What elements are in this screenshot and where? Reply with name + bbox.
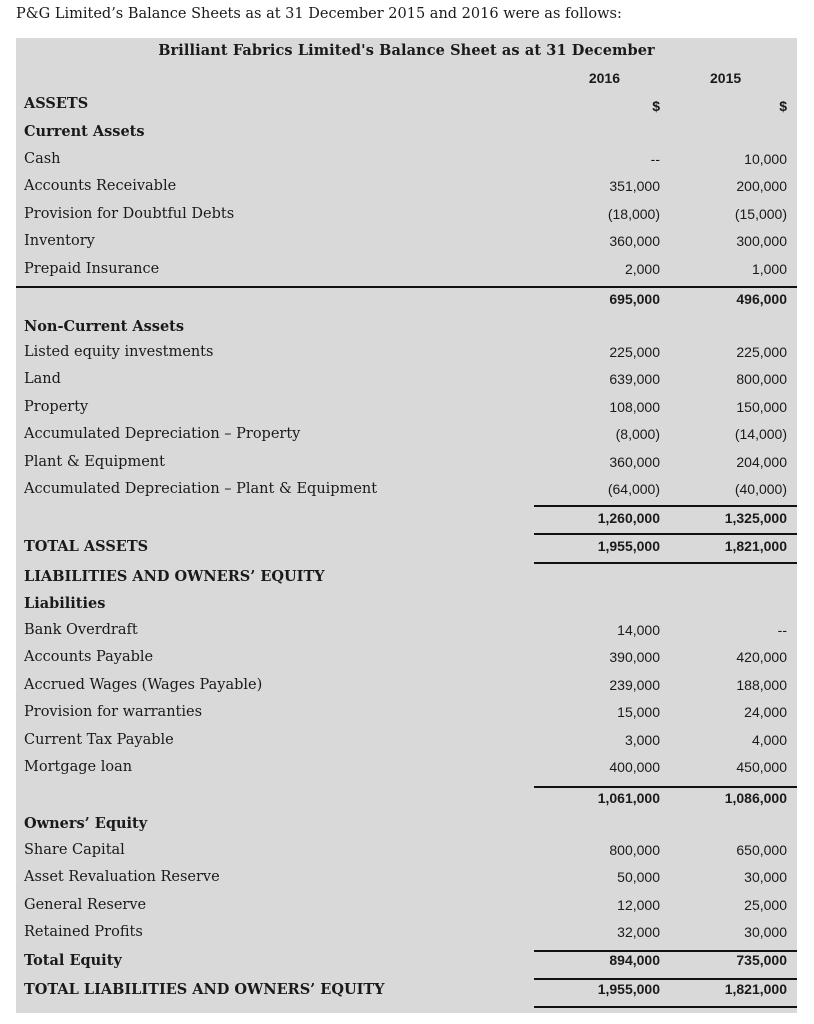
row-label: Land — [24, 371, 61, 387]
year-header-2016: 2016 — [588, 70, 620, 86]
row-label: Retained Profits — [24, 924, 143, 940]
row-label: Listed equity investments — [24, 344, 214, 360]
value-2016: 390,000 — [609, 649, 660, 665]
value-2016: 800,000 — [609, 842, 660, 858]
intro-text: P&G Limited’s Balance Sheets as at 31 December 2015 and 2016 were as follows: — [16, 6, 622, 22]
current-assets-rule — [16, 286, 797, 288]
sheet-title: Brilliant Fabrics Limited's Balance Sheet as at 31 December — [158, 42, 655, 59]
value-2015: 450,000 — [736, 759, 787, 775]
value-2015: 10,000 — [744, 151, 787, 167]
value-2015: 650,000 — [736, 842, 787, 858]
value-2015: 188,000 — [736, 677, 787, 693]
section-heading: TOTAL ASSETS — [24, 538, 149, 555]
row-label: Share Capital — [24, 842, 125, 858]
section-heading: ASSETS — [24, 95, 89, 112]
value-2016: 225,000 — [609, 344, 660, 360]
value-2015: 800,000 — [736, 371, 787, 387]
row-label: General Reserve — [24, 897, 147, 913]
value-2015: 1,086,000 — [724, 790, 787, 806]
row-label: Accrued Wages (Wages Payable) — [24, 677, 263, 693]
row-label: Property — [24, 399, 89, 415]
value-2016: 695,000 — [609, 291, 660, 307]
value-2016: 360,000 — [609, 454, 660, 470]
value-2015: (14,000) — [734, 426, 787, 442]
currency-2015: $ — [779, 98, 787, 114]
total-equity-bottom-rule — [534, 978, 797, 980]
row-label: Accumulated Depreciation – Plant & Equipment — [24, 481, 378, 497]
value-2016: 3,000 — [624, 732, 660, 748]
liabilities-subtotal-rule — [534, 786, 797, 788]
value-2016: 1,061,000 — [597, 790, 660, 806]
value-2016: 400,000 — [609, 759, 660, 775]
value-2016: 1,260,000 — [597, 510, 660, 526]
section-heading: Owners’ Equity — [24, 815, 148, 832]
value-2016: 15,000 — [617, 704, 660, 720]
value-2016: 360,000 — [609, 233, 660, 249]
row-label: Prepaid Insurance — [24, 261, 160, 277]
row-label: Accumulated Depreciation – Property — [24, 426, 301, 442]
value-2016: (64,000) — [607, 481, 660, 497]
row-label: Cash — [24, 151, 61, 167]
value-2016: 894,000 — [609, 952, 660, 968]
value-2016: 50,000 — [617, 869, 660, 885]
value-2016: 14,000 — [617, 622, 660, 638]
section-heading: Non-Current Assets — [24, 318, 185, 335]
row-label: Provision for warranties — [24, 704, 203, 720]
value-2016: 1,955,000 — [597, 981, 660, 997]
row-label: Accounts Receivable — [24, 178, 177, 194]
value-2015: 30,000 — [744, 924, 787, 940]
value-2015: (15,000) — [734, 206, 787, 222]
grand-total-rule — [534, 1006, 797, 1008]
total-assets-top-rule — [534, 533, 797, 535]
value-2015: -- — [777, 622, 787, 638]
row-label: Accounts Payable — [24, 649, 154, 665]
section-heading: TOTAL LIABILITIES AND OWNERS’ EQUITY — [24, 981, 385, 998]
value-2016: 32,000 — [617, 924, 660, 940]
year-header-2015: 2015 — [710, 70, 742, 86]
value-2016: (8,000) — [615, 426, 660, 442]
value-2015: 150,000 — [736, 399, 787, 415]
value-2016: 2,000 — [624, 261, 660, 277]
value-2016: (18,000) — [607, 206, 660, 222]
value-2015: 420,000 — [736, 649, 787, 665]
noncurrent-subtotal-rule — [534, 505, 797, 507]
value-2015: (40,000) — [734, 481, 787, 497]
row-label: Provision for Doubtful Debts — [24, 206, 235, 222]
value-2016: 12,000 — [617, 897, 660, 913]
row-label: Mortgage loan — [24, 759, 133, 775]
section-heading: Liabilities — [24, 595, 106, 612]
value-2015: 204,000 — [736, 454, 787, 470]
value-2016: 239,000 — [609, 677, 660, 693]
section-heading: LIABILITIES AND OWNERS’ EQUITY — [24, 568, 325, 585]
value-2015: 1,821,000 — [724, 981, 787, 997]
value-2015: 30,000 — [744, 869, 787, 885]
value-2015: 225,000 — [736, 344, 787, 360]
currency-2016: $ — [652, 98, 660, 114]
value-2015: 496,000 — [736, 291, 787, 307]
row-label: Bank Overdraft — [24, 622, 138, 638]
value-2015: 1,325,000 — [724, 510, 787, 526]
value-2016: 108,000 — [609, 399, 660, 415]
row-label: Plant & Equipment — [24, 454, 165, 470]
value-2015: 4,000 — [751, 732, 787, 748]
balance-sheet — [16, 38, 797, 1013]
row-label: Current Tax Payable — [24, 732, 174, 748]
value-2016: 351,000 — [609, 178, 660, 194]
value-2015: 1,821,000 — [724, 538, 787, 554]
value-2015: 200,000 — [736, 178, 787, 194]
value-2015: 1,000 — [751, 261, 787, 277]
total-assets-bottom-rule — [534, 562, 797, 564]
section-heading: Total Equity — [24, 952, 122, 969]
row-label: Asset Revaluation Reserve — [24, 869, 220, 885]
equity-total-rule — [534, 950, 797, 952]
value-2015: 25,000 — [744, 897, 787, 913]
value-2015: 24,000 — [744, 704, 787, 720]
value-2015: 735,000 — [736, 952, 787, 968]
value-2016: 639,000 — [609, 371, 660, 387]
section-heading: Current Assets — [24, 123, 145, 140]
value-2015: 300,000 — [736, 233, 787, 249]
value-2016: -- — [650, 151, 660, 167]
value-2016: 1,955,000 — [597, 538, 660, 554]
row-label: Inventory — [24, 233, 95, 249]
